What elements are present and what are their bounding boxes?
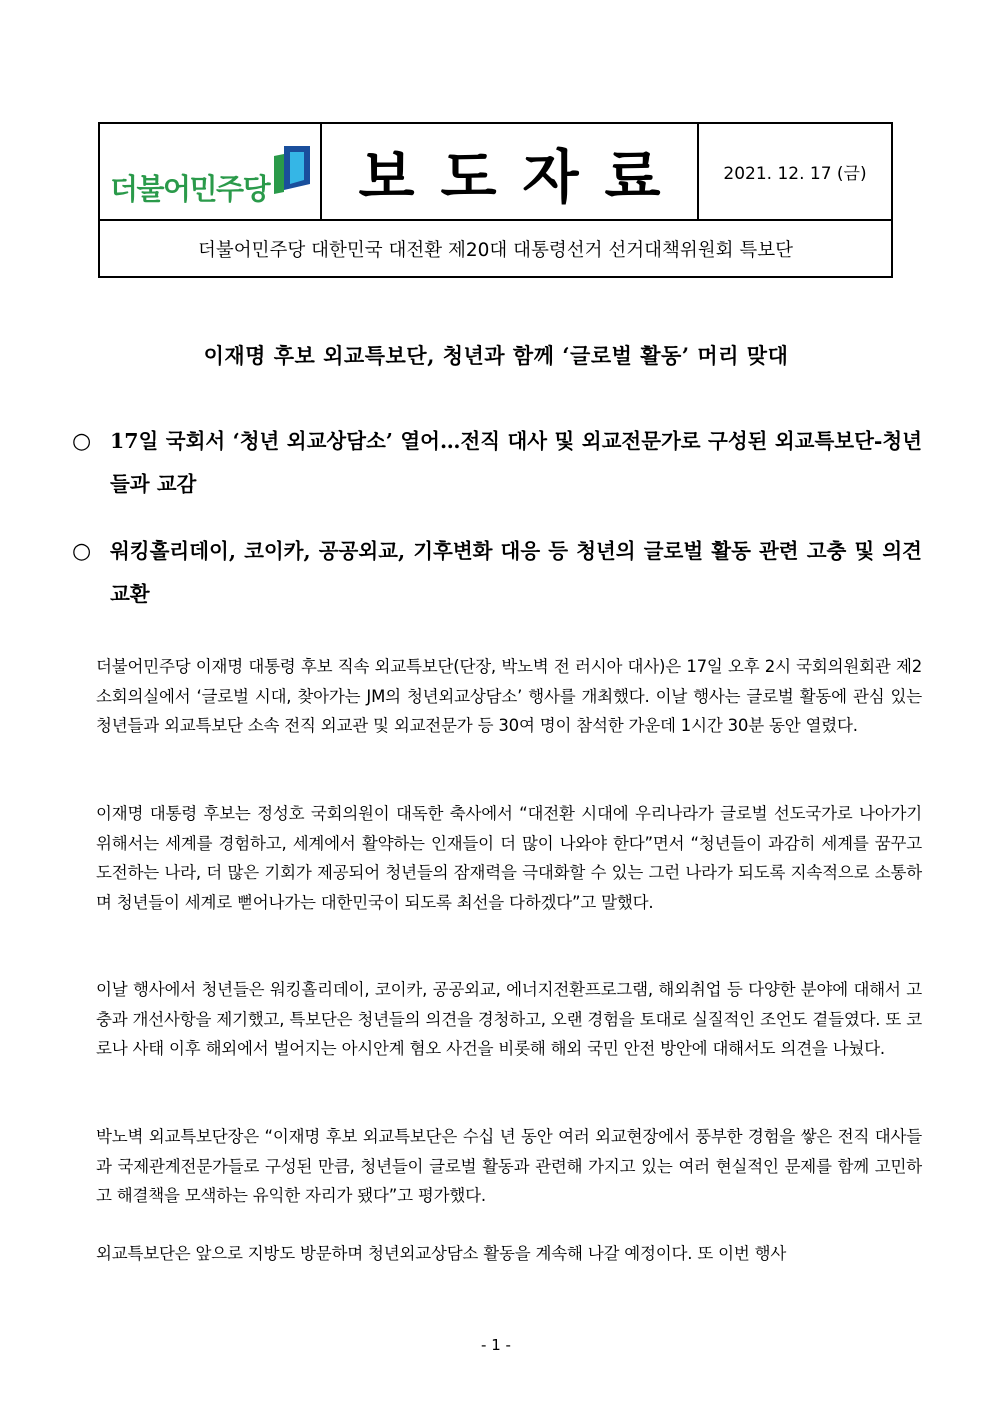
summary-bullet (72, 420, 922, 506)
press-release-title-cell (322, 124, 699, 219)
body-paragraph: 이날 행사에서 청년들은 워킹홀리데이, 코이카, 공공외교, 에너지전환프로그램, 해외취업 등 다양한 분야에 대해서 고충과 개선사항을 제기했고, 특보단은 청년들의 의견을 경청하고, 오랜 경험을 토대로 실질적인 조언도 곁들였다. 또 코로나 사태 이후 해외에서 벌어지는 아시안계 혐오 사건을 비롯해 해외 국민 안전 방안에 대해서도 의견을 나눴다. (96, 980, 922, 1058)
press-release-header (98, 122, 893, 278)
header-top-row (100, 124, 891, 221)
party-logo-text: 더불어민주당 (110, 172, 270, 206)
release-date: 2021. 12. 17 (금) (723, 164, 867, 184)
body-paragraph: 이재명 대통령 후보는 정성호 국회의원이 대독한 축사에서 “대전환 시대에 우리나라가 글로벌 선도국가로 나아가기 위해서는 세계를 경험하고, 세계에서 활약하는 인재들이 더 많이 나와야 한다”면서 “청년들이 과감히 세계를 꿈꾸고 도전하는 나라, 더 많은 기회가 제공되어 청년들의 잠재력을 극대화할 수 있는 그런 나라가 되도록 지속적으로 소통하며 청년들이 세계로 뻗어나가는 대한민국이 되도록 최선을 다하겠다”고 말했다. (96, 804, 922, 912)
organization-name: 더불어민주당 대한민국 대전환 제20대 대통령선거 선거대책위원회 특보단 (198, 239, 793, 261)
page-number: - 1 - (481, 1336, 511, 1354)
headline: 이재명 후보 외교특보단, 청년과 함께 ‘글로벌 활동’ 머리 맞대 (203, 343, 789, 368)
press-release-title: 보도자료 (358, 142, 687, 211)
bullet-text: 워킹홀리데이, 코이카, 공공외교, 기후변화 대응 등 청년의 글로벌 활동 관련 고충 및 의견 교환 (110, 539, 922, 606)
body-paragraph: 외교특보단은 앞으로 지방도 방문하며 청년외교상담소 활동을 계속해 나갈 예정이다. 또 이번 행사 (96, 1244, 787, 1263)
body-paragraph: 더불어민주당 이재명 대통령 후보 직속 외교특보단(단장, 박노벽 전 러시아 대사)은 17일 오후 2시 국회의원회관 제2소회의실에서 ‘글로벌 시대, 찾아가는 JM의 청년외교상담소’ 행사를 개최했다. 이날 행사는 글로벌 활동에 관심 있는 청년들과 외교특보단 소속 전직 외교관 및 외교전문가 등 30여 명이 참석한 가운데 1시간 30분 동안 열렸다. (96, 657, 922, 735)
body-paragraph: 박노벽 외교특보단장은 “이재명 후보 외교특보단은 수십 년 동안 여러 외교현장에서 풍부한 경험을 쌓은 전직 대사들과 국제관계전문가들로 구성된 만큼, 청년들이 글로벌 활동과 관련해 가지고 있는 여러 현실적인 문제를 함께 고민하고 해결책을 모색하는 유익한 자리가 됐다”고 평가했다. (96, 1127, 922, 1205)
party-flag-icon (270, 142, 316, 196)
bullet-text: 17일 국회서 ‘청년 외교상담소’ 열어…전직 대사 및 외교전문가로 구성된 외교특보단-청년들과 교감 (110, 429, 922, 496)
bullet-circle-icon: ○ (72, 429, 92, 454)
bullet-circle-icon: ○ (72, 539, 92, 564)
summary-bullet (72, 530, 922, 616)
party-logo (100, 124, 322, 219)
